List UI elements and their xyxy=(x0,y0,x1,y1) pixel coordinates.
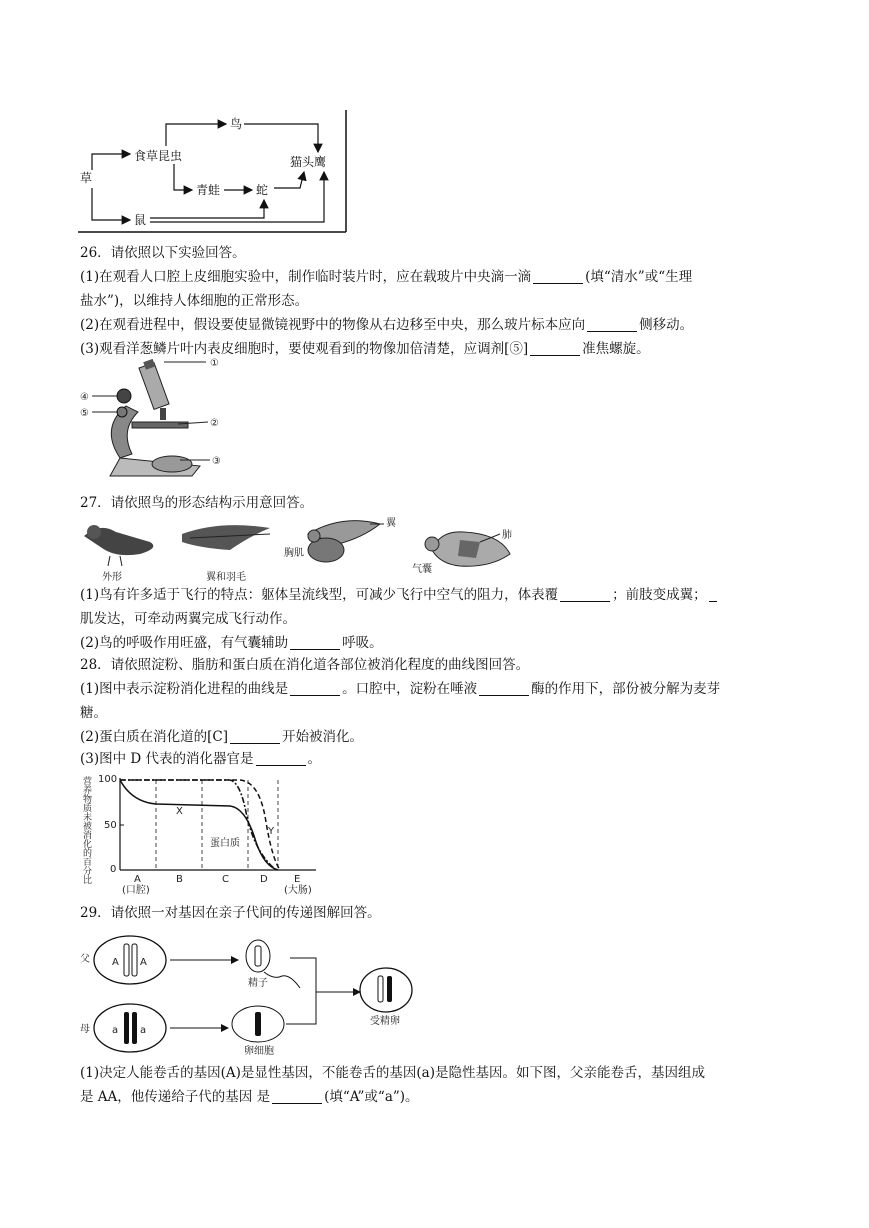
label-2: ② xyxy=(210,418,219,429)
caption-wing-label: 翼 xyxy=(386,518,396,529)
answer-blank[interactable] xyxy=(533,269,583,284)
q28-item-1-cont: 糖。 xyxy=(80,705,107,721)
curve-x-label: X xyxy=(176,806,183,817)
q27-item-1-cont: 肌发达，可牵动两翼完成飞行动作。 xyxy=(80,611,296,627)
caption-wing: 翼和羽毛 xyxy=(206,572,246,583)
q26-title: 26．请依照以下实验回答。 xyxy=(80,245,246,261)
ytick-0: 0 xyxy=(110,864,117,875)
q26-item-1: (1)在观看人口腔上皮细胞实验中，制作临时装片时，应在载玻片中央滴一滴 (填“清水”或“生理 xyxy=(80,269,693,285)
caption-lung: 肺 xyxy=(502,530,512,541)
gene-transmission-diagram xyxy=(78,928,428,1058)
food-web-diagram xyxy=(78,108,350,236)
sperm-label: 精子 xyxy=(248,978,268,989)
answer-blank[interactable] xyxy=(587,317,637,332)
answer-blank[interactable] xyxy=(290,635,340,650)
xtick-c: C xyxy=(222,874,229,885)
curve-y-label: Y xyxy=(268,826,275,837)
q29-item-1: (1)决定人能卷舌的基因(A)是显性基因，不能卷舌的基因(a)是隐性基因。如下图，父亲能卷舌，基因组成 xyxy=(80,1065,705,1081)
q27-item-2: (2)鸟的呼吸作用旺盛，有气囊辅助 呼吸。 xyxy=(80,635,383,651)
node-bird: 鸟 xyxy=(230,117,243,131)
xtick-d: D xyxy=(260,874,268,885)
label-4: ④ xyxy=(80,392,89,403)
xtick-a: A xyxy=(134,874,141,885)
q28-item-2: (2)蛋白质在消化道的[C] 开始被消化。 xyxy=(80,729,363,745)
curve-protein-label: 蛋白质 xyxy=(210,838,240,849)
answer-blank[interactable] xyxy=(290,681,340,696)
ytick-100: 100 xyxy=(98,774,118,785)
node-grass: 草 xyxy=(80,171,93,185)
caption-air-sac: 气囊 xyxy=(412,564,432,575)
digestion-chart xyxy=(80,772,340,896)
mother-label: 母 xyxy=(80,1024,90,1035)
father-allele-1: A xyxy=(112,957,119,968)
xtick-b: B xyxy=(176,874,183,885)
q28-item-1: (1)图中表示淀粉消化进程的曲线是 。口腔中，淀粉在唾液 酶的作用下，部份被分解为麦芽 xyxy=(80,681,721,697)
answer-blank[interactable] xyxy=(272,1089,322,1104)
caption-chest-muscle: 胸肌 xyxy=(284,548,304,559)
xsub-mouth: (口腔) xyxy=(122,885,150,896)
q27-item-1: (1)鸟有许多适于飞行的特点：躯体呈流线型，可减少飞行中空气的阻力，体表覆 ；前肢变成翼； xyxy=(80,586,719,604)
chart-ylabel: 营养物质未被消化的百分比 xyxy=(81,776,91,884)
egg-label: 卵细胞 xyxy=(244,1046,274,1057)
ytick-50: 50 xyxy=(104,820,117,831)
answer-blank[interactable] xyxy=(709,587,717,602)
q26-item-3: (3)观看洋葱鳞片叶内表皮细胞时，要使观看到的物像加倍清楚，应调剂[⑤] 准焦螺旋。 xyxy=(80,341,650,357)
q29-item-1-cont: 是 AA，他传递给子代的基因 是 (填“A”或“a”)。 xyxy=(80,1089,419,1105)
mother-allele-2: a xyxy=(140,1025,147,1036)
answer-blank[interactable] xyxy=(530,341,580,356)
node-owl: 猫头鹰 xyxy=(290,155,327,169)
q26-item-2: (2)在观看进程中，假设要使显微镜视野中的物像从右边移至中央，那么玻片标本应向 侧移动。 xyxy=(80,317,694,333)
answer-blank[interactable] xyxy=(256,751,306,766)
q27-title: 27．请依照鸟的形态结构示用意回答。 xyxy=(80,495,314,511)
node-frog: 青蛙 xyxy=(196,183,221,197)
zygote-label: 受精卵 xyxy=(370,1016,400,1027)
microscope-figure xyxy=(80,358,240,486)
mother-allele-1: a xyxy=(112,1025,119,1036)
label-3: ③ xyxy=(212,456,221,467)
q28-title: 28．请依照淀粉、脂肪和蛋白质在消化道各部位被消化程度的曲线图回答。 xyxy=(80,657,530,673)
node-insect: 食草昆虫 xyxy=(134,149,183,163)
answer-blank[interactable] xyxy=(230,729,280,744)
q29-title: 29．请依照一对基因在亲子代间的传递图解回答。 xyxy=(80,905,381,921)
label-1: ① xyxy=(210,358,219,369)
label-5: ⑤ xyxy=(80,408,89,419)
answer-blank[interactable] xyxy=(560,587,610,602)
q26-item-1-cont: 盐水”)，以维持人体细胞的正常形态。 xyxy=(80,293,309,309)
xsub-large-intestine: (大肠) xyxy=(284,885,312,896)
father-label: 父 xyxy=(80,954,90,965)
father-allele-2: A xyxy=(140,957,147,968)
answer-blank[interactable] xyxy=(479,681,529,696)
bird-figures xyxy=(80,514,530,586)
q28-item-3: (3)图中 D 代表的消化器官是 。 xyxy=(80,751,322,767)
caption-shape: 外形 xyxy=(102,572,122,583)
xtick-e: E xyxy=(294,874,301,885)
node-snake: 蛇 xyxy=(256,183,269,197)
node-mouse: 鼠 xyxy=(134,213,147,227)
